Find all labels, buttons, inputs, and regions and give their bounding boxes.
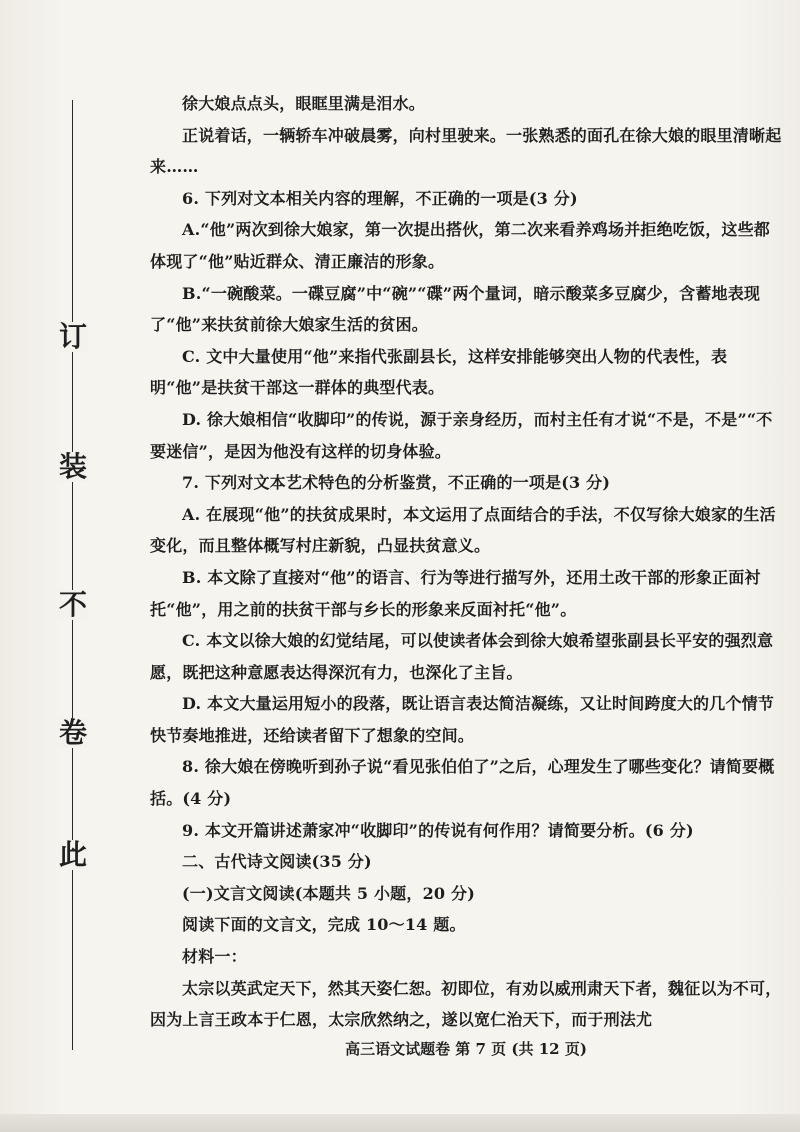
question-7: 7. 下列对文本艺术特色的分析鉴赏，不正确的一项是(3 分)	[182, 473, 611, 493]
q7-option-a: A. 在展现“他”的扶贫成果时，本文运用了点面结合的手法，不仅写徐大娘家的生活变化，而且整体概写村庄新貌，凸显扶贫意义。	[150, 504, 776, 556]
material-1-label: 材料一：	[182, 947, 247, 967]
binding-char-ci: 此	[58, 838, 87, 871]
reading-instruction: 阅读下面的文言文，完成 10～14 题。	[182, 915, 466, 935]
scan-edge	[0, 1114, 800, 1132]
material-1-text: 太宗以英武定天下，然其天姿仁恕。初即位，有劝以威刑肃天下者，魏征以为不可，因为上言王政本于仁恩，太宗欣然纳之，遂以宽仁治天下，而于刑法尤	[150, 978, 782, 1030]
q7-option-c: C. 本文以徐大娘的幻觉结尾，可以使读者体会到徐大娘希望张副县长平安的强烈意愿，既把这种意愿表达得深沉有力，也深化了主旨。	[150, 631, 774, 682]
question-6: 6. 下列对文本相关内容的理解，不正确的一项是(3 分)	[182, 188, 578, 208]
question-9: 9. 本文开篇讲述萧家冲“收脚印”的传说有何作用？请简要分析。(6 分)	[182, 820, 694, 840]
q7-option-b: B. 本文除了直接对“他”的语言、行为等进行描写外，还用土改干部的形象正面衬托“他”，用之前的扶贫干部与乡长的形象来反面衬托“他”。	[150, 567, 761, 619]
exam-body	[150, 88, 782, 1036]
q7-option-d: D. 本文大量运用短小的段落，既让语言表达简洁凝练，又让时间跨度大的几个情节快节奏地推进，还给读者留下了想象的空间。	[150, 694, 775, 745]
page-footer: 高三语文试题卷 第 7 页 (共 12 页)	[345, 1040, 587, 1058]
binding-char-juan: 卷	[58, 716, 87, 749]
section-2-heading: 二、古代诗文阅读(35 分)	[182, 852, 372, 872]
subsection-1-heading: (一)文言文阅读(本题共 5 小题，20 分)	[182, 883, 475, 903]
binding-line	[72, 100, 73, 1050]
binding-char-bu: 不	[58, 588, 87, 621]
q6-option-a: A.“他”两次到徐大娘家，第一次提出搭伙，第二次来看养鸡场并拒绝吃饭，这些都体现了“他”贴近群众、清正廉洁的形象。	[150, 220, 770, 271]
binding-char-zhuang: 装	[58, 450, 87, 483]
q6-option-d: D. 徐大娘相信“收脚印”的传说，源于亲身经历，而村主任有才说“不是，不是”“不要迷信”，是因为他没有这样的切身体验。	[150, 409, 773, 461]
q6-option-c: C. 文中大量使用“他”来指代张副县长，这样安排能够突出人物的代表性，表明“他”是扶贫干部这一群体的典型代表。	[150, 346, 728, 398]
story-line-1: 徐大娘点点头，眼眶里满是泪水。	[182, 94, 426, 113]
binding-char-ding: 订	[58, 320, 87, 353]
story-line-2: 正说着话，一辆轿车冲破晨雾，向村里驶来。一张熟悉的面孔在徐大娘的眼里清晰起来……	[150, 125, 782, 177]
q6-option-b: B.“一碗酸菜。一碟豆腐”中“碗”“碟”两个量词，暗示酸菜多豆腐少，含蓄地表现了“他”来扶贫前徐大娘家生活的贫困。	[150, 283, 761, 335]
question-8: 8. 徐大娘在傍晚听到孙子说“看见张伯伯了”之后，心理发生了哪些变化？请简要概括。(4 分)	[150, 757, 775, 809]
